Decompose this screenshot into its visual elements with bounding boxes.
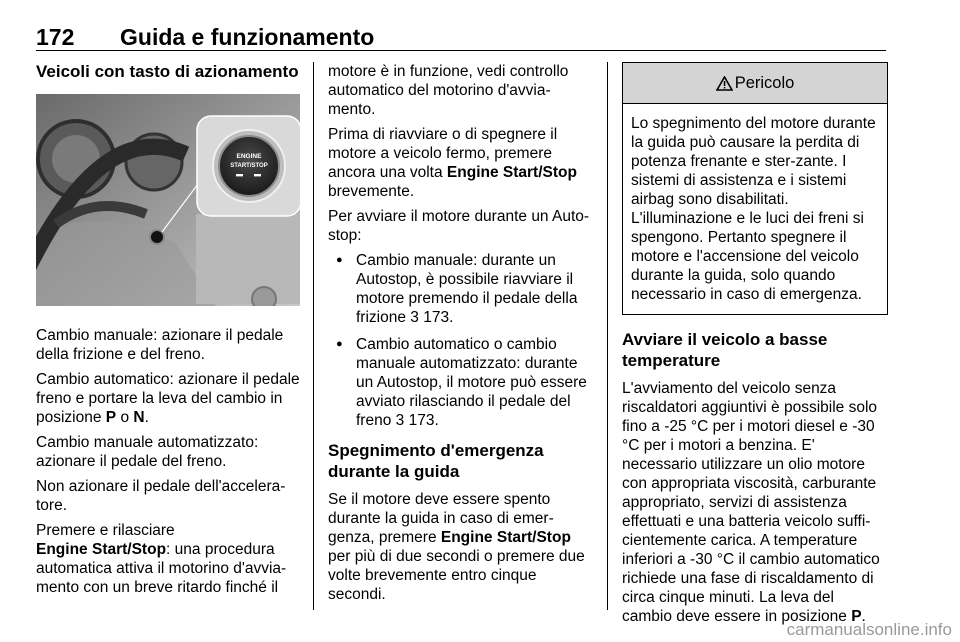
section-title: Veicoli con tasto di azionamento [36, 62, 299, 81]
warning-header [623, 63, 887, 104]
paragraph: Cambio manuale: azionare il pedale della frizione e del freno. [36, 327, 284, 363]
header-rule [36, 50, 886, 51]
page-ref-link[interactable]: 173. [408, 412, 439, 429]
paragraph: Se il motore deve essere spento durante la guida in caso di emer-genza, premere Engine Start/Stop per più di due secondi o premere due volte brevemente entro cinque secondi. [328, 491, 585, 603]
warning-box [622, 62, 888, 315]
chapter-title: Guida e funzionamento [120, 24, 375, 50]
ref-arrow-icon: 3 [410, 309, 419, 326]
column-divider-2 [607, 62, 608, 610]
dashboard-illustration [36, 94, 300, 306]
watermark: carmanualsonline.info [786, 620, 952, 639]
list-item: ● Cambio automatico o cambio manuale automatizzato: durante un Autostop, il motore può essere avviato rilasciando il pedale del freno 3 173. [328, 335, 594, 430]
button-label-engine: ENGINE [236, 153, 262, 160]
paragraph: Per avviare il motore durante un Auto-stop: [328, 208, 590, 244]
paragraph: Premere e rilasciare Engine Start/Stop: una procedura automatica attiva il motorino d'avvia-mento con un breve ritardo finché il [36, 522, 287, 596]
paragraph: Cambio automatico: azionare il pedale freno e portare la leva del cambio in posizione P o N. [36, 371, 300, 426]
warning-text: Lo spegnimento del motore durante la guida può causare la perdita di potenza frenante e ster-zante. I sistemi di assistenza e i sistemi airbag sono disabilitati. L'illuminazione e le luci dei freni si spengono. Pertanto spegnere il motore e l'accensione del veicolo durante la guida, solo quando necessario in caso di emergenza. [631, 115, 876, 303]
column-3 [622, 62, 888, 632]
section-heading: Spegnimento d'emergenza durante la guida [328, 441, 544, 481]
paragraph: Non azionare il pedale dell'accelera-tore. [36, 478, 286, 514]
page-header [36, 24, 886, 48]
paragraph: Prima di riavviare o di spegnere il motore a veicolo fermo, premere ancora una volta Engine Start/Stop brevemente. [328, 126, 577, 200]
paragraph: Cambio manuale automatizzato: azionare il pedale del freno. [36, 434, 259, 470]
section-heading: Avviare il veicolo a basse temperature [622, 330, 828, 370]
paragraph: motore è in funzione, vedi controllo automatico del motorino d'avvia-mento. [328, 63, 569, 118]
list-item: ● Cambio manuale: durante un Autostop, è possibile riavviare il motore premendo il pedale della frizione 3 173. [328, 251, 594, 327]
paragraph: L'avviamento del veicolo senza riscaldatori aggiuntivi è possibile solo fino a -25 °C per i motori diesel e -30 °C per i motori a benzina. E' necessario utilizzare un olio motore con appropriata viscosità, carburante appropriato, servizi di assistenza effettuati e una batteria veicolo suffi-cientemente carica. A temperature inferiori a -30 °C il cambio automatico richiede una fase di riscaldamento di circa cinque minuti. La leva del cambio deve essere in posizione P. [622, 380, 880, 625]
warning-triangle-icon [716, 76, 733, 91]
column-2 [328, 62, 594, 610]
page-number: 172 [36, 24, 75, 50]
column-1 [36, 62, 300, 603]
warning-title: Pericolo [734, 73, 795, 92]
bullet-list [328, 251, 594, 430]
column-divider-1 [313, 62, 314, 610]
button-label-startstop: START/STOP [230, 163, 268, 169]
ref-arrow-icon: 3 [395, 412, 405, 429]
page-ref-link[interactable]: 173. [423, 309, 454, 326]
